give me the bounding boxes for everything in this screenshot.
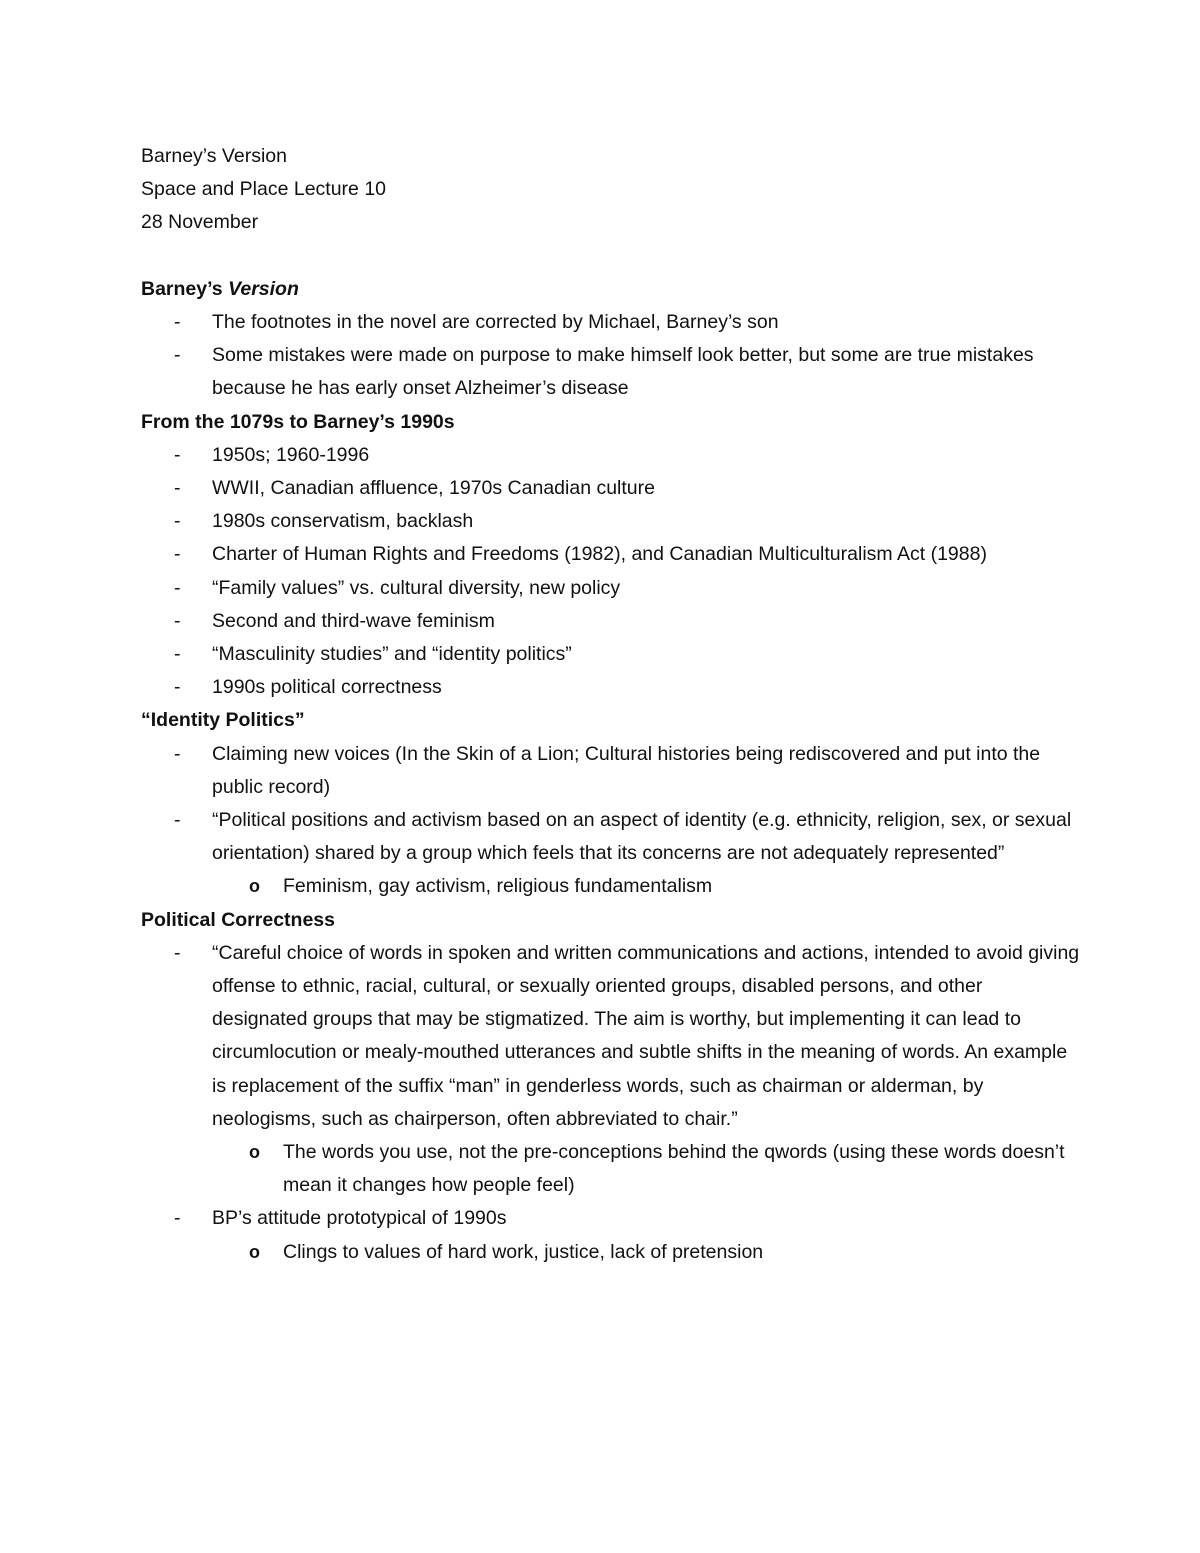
date-line: 28 November	[141, 211, 259, 234]
dash-bullet: -	[174, 310, 181, 333]
dash-bullet: -	[174, 510, 181, 533]
course-line: Space and Place Lecture 10	[141, 178, 387, 201]
circle-bullet-icon: o	[249, 1141, 260, 1162]
bullet-item	[141, 572, 1081, 605]
dash-bullet: -	[174, 941, 181, 964]
section-heading-text: Political Correctness	[141, 908, 335, 931]
section-heading-emphasis: Version	[228, 277, 299, 300]
bullet-text: WWII, Canadian affluence, 1970s Canadian culture	[212, 476, 655, 499]
sub-bullet-item	[141, 1136, 1081, 1202]
sub-bullet-text: Clings to values of hard work, justice, lack of pretension	[283, 1240, 764, 1263]
bullet-text: “Careful choice of words in spoken and written communications and actions, intended to avoid giving offense to ethnic, racial, cultural, or sexually oriented groups, disabled persons, and other designated groups that may be stigmatized. The aim is worthy, but implementing it can lead to circumlocution or mealy-mouthed utterances and subtle shifts in the meaning of words. An example is replacement of the suffix “man” in genderless words, such as chairman or alderman, by neologisms, such as chairperson, often abbreviated to chair.”	[212, 941, 1080, 1130]
dash-bullet: -	[174, 742, 181, 765]
dash-bullet: -	[174, 676, 181, 699]
dash-bullet: -	[174, 576, 181, 599]
section-heading	[141, 406, 1081, 439]
section-heading	[141, 273, 1081, 306]
sub-bullet-text: The words you use, not the pre-conceptions behind the qwords (using these words doesn’t mean it changes how people feel)	[283, 1140, 1065, 1197]
dash-bullet: -	[174, 476, 181, 499]
spacer	[141, 240, 1081, 273]
bullet-item	[141, 538, 1081, 571]
bullet-text: “Masculinity studies” and “identity politics”	[212, 642, 572, 665]
bullet-item	[141, 505, 1081, 538]
bullet-text: Claiming new voices (In the Skin of a Lion; Cultural histories being rediscovered and put into the public record)	[212, 742, 1041, 798]
document-title: Barney’s Version	[141, 145, 287, 167]
bullet-item	[141, 472, 1081, 505]
circle-bullet-icon: o	[249, 876, 260, 897]
bullet-item	[141, 1202, 1081, 1235]
bullet-item	[141, 605, 1081, 638]
sub-bullet-item	[141, 870, 1081, 903]
bullet-item	[141, 671, 1081, 704]
section-heading-text: “Identity Politics”	[141, 709, 305, 732]
bullet-item	[141, 306, 1081, 339]
bullet-text: “Family values” vs. cultural diversity, new policy	[212, 576, 621, 599]
bullet-text: 1950s; 1960-1996	[212, 443, 370, 466]
dash-bullet: -	[174, 443, 181, 466]
dash-bullet: -	[174, 808, 181, 831]
dash-bullet: -	[174, 609, 181, 632]
bullet-text: Second and third-wave feminism	[212, 609, 495, 632]
bullet-item	[141, 937, 1081, 1136]
dash-bullet: -	[174, 543, 181, 566]
bullet-text: The footnotes in the novel are corrected by Michael, Barney’s son	[212, 310, 779, 333]
bullet-item	[141, 339, 1081, 405]
notes-sections	[141, 273, 1081, 1269]
sub-bullet-text: Feminism, gay activism, religious fundamentalism	[283, 875, 713, 898]
bullet-text: 1990s political correctness	[212, 676, 442, 699]
document-body	[141, 140, 1081, 1269]
section-heading	[141, 704, 1081, 737]
section-heading-text: From the 1079s to Barney’s 1990s	[141, 410, 455, 433]
bullet-item	[141, 439, 1081, 472]
circle-bullet-icon: o	[249, 1241, 260, 1262]
section-heading-text: Barney’s	[141, 277, 229, 300]
bullet-text: 1980s conservatism, backlash	[212, 510, 474, 533]
sub-bullet-item	[141, 1236, 1081, 1269]
bullet-text: Some mistakes were made on purpose to make himself look better, but some are true mistakes because he has early onset Alzheimer’s disease	[212, 344, 1034, 400]
dash-bullet: -	[174, 1207, 181, 1230]
section-heading	[141, 904, 1081, 937]
bullet-text: BP’s attitude prototypical of 1990s	[212, 1207, 507, 1230]
bullet-text: Charter of Human Rights and Freedoms (1982), and Canadian Multiculturalism Act (1988)	[212, 543, 987, 566]
bullet-item	[141, 804, 1081, 870]
bullet-item	[141, 738, 1081, 804]
bullet-text: “Political positions and activism based on an aspect of identity (e.g. ethnicity, religion, sex, or sexual orientation) shared by a group which feels that its concerns are not adequately represented”	[212, 808, 1072, 865]
dash-bullet: -	[174, 344, 181, 367]
dash-bullet: -	[174, 642, 181, 665]
bullet-item	[141, 638, 1081, 671]
